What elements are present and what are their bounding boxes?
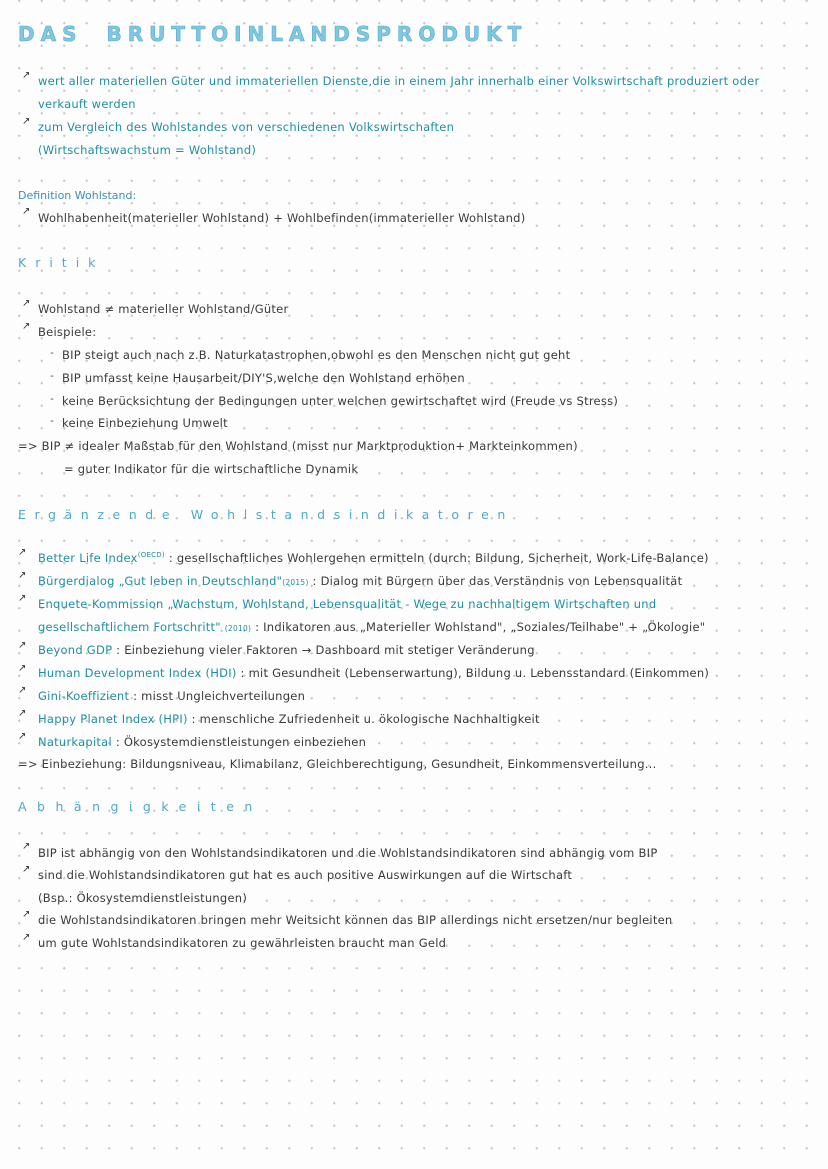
indicator-name: Gini-Koeffizient (38, 689, 130, 703)
indicator-desc: : mit Gesundheit (Lebenserwartung), Bildung u. Lebensstandard (Einkommen) (240, 666, 710, 680)
indicator-desc: : menschliche Zufriedenheit u. ökologische Nachhaltigkeit (191, 712, 540, 726)
indicator-name: Better Life Index (38, 551, 138, 565)
indicator-desc: : misst Ungleichverteilungen (133, 689, 306, 703)
indicator-name: Happy Planet Index (HPI) (38, 712, 188, 726)
arrow-icon: ↗ (22, 70, 31, 81)
arrow-icon: ↗ (18, 640, 27, 651)
indicator-enquete-line-2 (38, 620, 705, 634)
abhaengigkeiten-heading: Abhängigkeiten (18, 799, 263, 814)
indicator-source: (OECD) (137, 551, 165, 560)
intro-line-3: zum Vergleich des Wohlstandes von verschiedenen Volkswirtschaften (38, 120, 455, 134)
intro-line-4: (Wirtschaftswachstum = Wohlstand) (38, 143, 257, 157)
abh-line-1: BIP ist abhängig von den Wohlstandsindikatoren und die Wohlstandsindikatoren sind abhängig vom BIP (38, 846, 658, 860)
intro-line-2: verkauft werden (38, 97, 136, 111)
indicator-year: (2010) (224, 624, 252, 633)
arrow-icon: ↗ (18, 708, 27, 719)
dash-icon: - (50, 346, 54, 359)
indicators-conclusion: => Einbeziehung: Bildungsniveau, Klimabilanz, Gleichberechtigung, Gesundheit, Einkommensverteilung... (18, 757, 657, 771)
arrow-icon: ↗ (22, 206, 31, 217)
indicators-heading: Ergänzende Wohlstandsindikatoren (18, 507, 514, 522)
arrow-icon: ↗ (22, 909, 31, 920)
kritik-line-2: Beispiele: (38, 325, 97, 339)
arrow-icon: ↗ (18, 570, 27, 581)
kritik-bullet-4: keine Einbeziehung Umwelt (62, 416, 228, 430)
title-part-2: BRUTTOINLANDSPRODUKT (106, 22, 528, 46)
arrow-icon: ↗ (18, 547, 27, 558)
arrow-icon: ↗ (18, 663, 27, 674)
dash-icon: - (50, 392, 54, 405)
abh-line-4: die Wohlstandsindikatoren bringen mehr Weitsicht können das BIP allerdings nicht ersetzen/nur begleiten (38, 913, 673, 927)
kritik-bullet-3: keine Berücksichtung der Bedingungen unter welchen gewirtschaftet wird (Freude vs Stress) (62, 394, 619, 408)
arrow-icon: ↗ (22, 932, 31, 943)
kritik-heading: Kritik (18, 255, 105, 270)
arrow-icon: ↗ (22, 321, 31, 332)
indicator-enquete-line-1: Enquete-Kommission „Wachstum, Wohlstand, Lebensqualität - Wege zu nachhaltigem Wirtschaften und (38, 597, 657, 611)
indicator-buergerdialog (38, 574, 682, 588)
arrow-icon: ↗ (22, 116, 31, 127)
indicator-beyond-gdp (38, 643, 535, 657)
arrow-icon: ↗ (18, 685, 27, 696)
abh-line-2: sind die Wohlstandsindikatoren gut hat es auch positive Auswirkungen auf die Wirtschaft (38, 868, 573, 882)
indicator-desc: : gesellschaftliches Wohlergehen ermitteln (durch: Bildung, Sicherheit, Work-Life-Balance) (168, 551, 709, 565)
indicator-desc: : Dialog mit Bürgern über das Verständnis von Lebensqualität (312, 574, 683, 588)
dash-icon: - (50, 369, 54, 382)
indicator-desc: : Indikatoren aus „Materieller Wohlstand", „Soziales/Teilhabe" + „Ökologie" (255, 620, 706, 634)
definition-heading: Definition Wohlstand: (18, 189, 137, 202)
indicator-better-life (38, 551, 709, 565)
arrow-icon: ↗ (22, 841, 31, 852)
indicator-hpi (38, 712, 540, 726)
indicator-gini (38, 689, 305, 703)
abh-line-5: um gute Wohlstandsindikatoren zu gewährleisten braucht man Geld (38, 936, 447, 950)
arrow-icon: ↗ (22, 864, 31, 875)
kritik-bullet-2: BIP umfasst keine Hausarbeit/DIY'S,welche den Wohlstand erhöhen (62, 371, 465, 385)
indicator-name: Human Development Index (HDI) (38, 666, 237, 680)
kritik-bullet-1: BIP steigt auch nach z.B. Naturkatastrophen,obwohl es den Menschen nicht gut geht (62, 348, 571, 362)
indicator-name: Naturkapital (38, 735, 112, 749)
kritik-conclusion-1: => BIP ≠ idealer Maßstab für den Wohlstand (misst nur Marktproduktion+ Markteinkommen) (18, 439, 578, 453)
arrow-icon: ↗ (22, 298, 31, 309)
indicator-name: Beyond GDP (38, 643, 113, 657)
kritik-conclusion-2: = guter Indikator für die wirtschaftliche Dynamik (64, 462, 359, 476)
dash-icon: - (50, 414, 54, 427)
page-title (18, 22, 527, 46)
indicator-desc: : Ökosystemdienstleistungen einbeziehen (115, 735, 367, 749)
indicator-desc: : Einbeziehung vieler Faktoren → Dashboard mit stetiger Veränderung (116, 643, 535, 657)
abh-line-3: (Bsp.: Ökosystemdienstleistungen) (38, 891, 248, 905)
indicator-year: (2015) (282, 578, 309, 587)
indicator-name: Bürgerdialog „Gut leben in Deutschland" (38, 574, 283, 588)
kritik-line-1: Wohlstand ≠ materieller Wohlstand/Güter (38, 302, 289, 316)
arrow-icon: ↗ (18, 731, 27, 742)
arrow-icon: ↗ (18, 593, 27, 604)
indicator-name: gesellschaftlichem Fortschritt" (38, 620, 221, 634)
intro-line-1: wert aller materiellen Güter und immateriellen Dienste,die in einem Jahr innerhalb einer Volkswirtschaft produziert oder (38, 74, 760, 88)
definition-line: Wohlhabenheit(materieller Wohlstand) + Wohlbefinden(immaterieller Wohlstand) (38, 211, 526, 225)
title-part-1: DAS (18, 22, 83, 46)
indicator-hdi (38, 666, 709, 680)
indicator-naturkapital (38, 735, 366, 749)
